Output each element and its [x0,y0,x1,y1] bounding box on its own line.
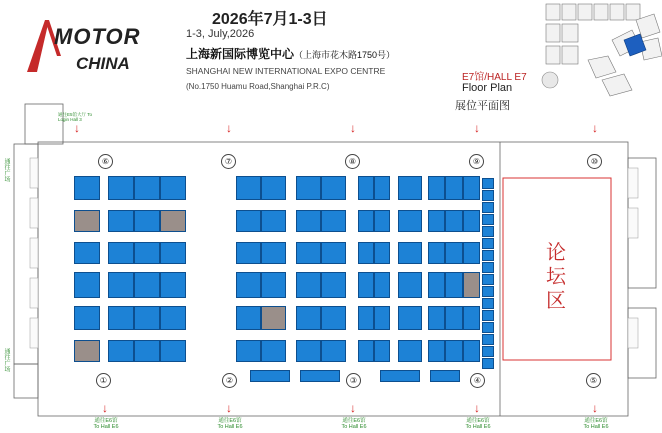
booth [236,306,261,330]
booth [428,242,445,264]
booth [482,262,494,273]
exit-label-5-en: To Hall E6 [583,424,609,430]
gate-6: ⑥ [98,154,113,169]
gate-1: ① [96,373,111,388]
exit-arrow-2: ↓ [226,401,232,415]
booth [482,310,494,321]
exit-label-2-en: To Hall E6 [217,424,243,430]
exit-arrow-5: ↓ [592,401,598,415]
booth [74,340,100,362]
gate-9: ⑨ [469,154,484,169]
booth [482,214,494,225]
booth [358,306,374,330]
forum-char-3: 区 [546,290,566,312]
booth [74,306,100,330]
booth [74,272,100,298]
floor-plan-label: Floor Plan [462,82,513,94]
entrance-arrow-top-6: ↓ [74,121,80,135]
booth [296,210,321,232]
booth [463,242,480,264]
booth [482,334,494,345]
exit-label-1-en: To Hall E6 [93,424,119,430]
booth [296,242,321,264]
booth [445,306,462,330]
booth [482,286,494,297]
booth [108,340,134,362]
booth [296,306,321,330]
booth [398,176,422,200]
booth [74,242,100,264]
logo-motor-text: MOTOR [54,24,141,49]
booth [108,176,134,200]
booth [321,210,346,232]
booth [261,272,286,298]
gate-5: ⑤ [586,373,601,388]
booth [374,176,390,200]
logo-china-text: CHINA [76,54,130,73]
booth [236,272,261,298]
gate-4: ④ [470,373,485,388]
booth [380,370,420,382]
exit-arrow-1: ↓ [102,401,108,415]
gate-3: ③ [346,373,361,388]
gate-7: ⑦ [221,154,236,169]
booth [445,272,462,298]
hall-title: E7馆/HALL E7 [462,72,527,83]
venue-address-en: (No.1750 Huamu Road,Shanghai P.R.C) [186,82,330,91]
booth [445,176,462,200]
entrance-arrow-top-10: ↓ [592,121,598,135]
booth [160,176,186,200]
booth [108,210,134,232]
booth [261,306,286,330]
gate-10: ⑩ [587,154,602,169]
booth [358,210,374,232]
booth [74,210,100,232]
booth [445,340,462,362]
booth [321,340,346,362]
booth [428,176,445,200]
booth [398,340,422,362]
booth [296,272,321,298]
booth [482,346,494,357]
booth [428,340,445,362]
booth [74,176,100,200]
booth [398,272,422,298]
booth [134,272,160,298]
booth [160,306,186,330]
logistics-hall-label: 通往E5馆大厅 To Login Hall 3 [58,112,93,122]
side-label-plaza-bottom: 通往广场 [3,348,9,372]
exit-label-4-en: To Hall E6 [465,424,491,430]
booth [321,242,346,264]
booth [358,242,374,264]
booth [358,272,374,298]
booth [374,306,390,330]
booth [482,178,494,189]
booth [321,272,346,298]
booth [261,340,286,362]
booth [482,202,494,213]
booth [134,242,160,264]
booth [321,176,346,200]
booth [428,272,445,298]
exit-arrow-3: ↓ [350,401,356,415]
booth [296,176,321,200]
booth [463,306,480,330]
gate-8: ⑧ [345,154,360,169]
booth [108,272,134,298]
booth [398,210,422,232]
booth [374,340,390,362]
booth [428,306,445,330]
booth [108,242,134,264]
booth [430,370,460,382]
venue-address-cn: （上海市花木路1750号） [294,50,396,60]
entrance-arrow-top-9: ↓ [474,121,480,135]
booth [261,210,286,232]
booth [236,340,261,362]
booth [463,340,480,362]
booth [250,370,290,382]
event-date-cn: 2026年7月1-3日 [212,11,328,28]
booth [482,190,494,201]
booth [160,242,186,264]
exit-label-1-cn: 通往E6馆 [94,418,118,424]
booth [134,210,160,232]
exit-label-3-en: To Hall E6 [341,424,367,430]
booth [296,340,321,362]
forum-char-2: 坛 [546,266,566,288]
booth [398,242,422,264]
gate-2: ② [222,373,237,388]
venue-name-en: SHANGHAI NEW INTERNATIONAL EXPO CENTRE [186,66,386,76]
floor-plan-label-cn: 展位平面图 [455,100,510,112]
booth [482,274,494,285]
exit-label-5-cn: 通往E6馆 [584,418,608,424]
booth [358,176,374,200]
booth [482,238,494,249]
booth [160,272,186,298]
booth [236,210,261,232]
booth [160,340,186,362]
booth [134,176,160,200]
booth [300,370,340,382]
booth [374,242,390,264]
booth [134,340,160,362]
exit-arrow-4: ↓ [474,401,480,415]
booth [398,306,422,330]
booth [261,242,286,264]
booth [428,210,445,232]
booth [463,210,480,232]
booth [482,226,494,237]
booth [482,298,494,309]
booth [261,176,286,200]
booth [463,272,480,298]
booth [374,210,390,232]
booth [445,242,462,264]
forum-char-1: 论 [546,242,566,264]
booth [134,306,160,330]
booth [321,306,346,330]
exit-label-3-cn: 通往E6馆 [342,418,366,424]
event-date-en: 1-3, July,2026 [186,28,255,40]
booth [108,306,134,330]
booth [358,340,374,362]
exit-label-4-cn: 通往E6馆 [466,418,490,424]
entrance-arrow-top-8: ↓ [350,121,356,135]
booth [236,176,261,200]
booth [482,358,494,369]
booth [236,242,261,264]
booth [482,322,494,333]
booth [374,272,390,298]
venue-name-cn-text: 上海新国际博览中心 [186,47,295,61]
side-label-plaza-top: 通往广场 [3,158,9,182]
booth [445,210,462,232]
booth [160,210,186,232]
entrance-arrow-top-7: ↓ [226,121,232,135]
booth [463,176,480,200]
booth [482,250,494,261]
exit-label-2-cn: 通往E6馆 [218,418,242,424]
